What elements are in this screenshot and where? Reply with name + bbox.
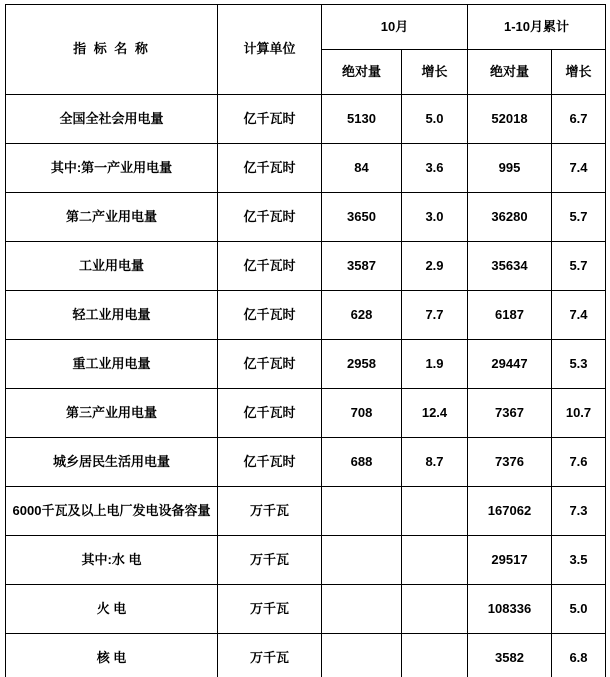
row-unit: 亿千瓦时	[218, 389, 322, 438]
table-row	[6, 389, 606, 438]
table-row	[6, 487, 606, 536]
row-month-growth: 2.9	[402, 242, 468, 291]
row-month-absolute: 3587	[322, 242, 402, 291]
row-cumulative-absolute: 29517	[468, 536, 552, 585]
row-cumulative-growth: 3.5	[552, 536, 606, 585]
row-cumulative-growth: 5.7	[552, 193, 606, 242]
table-row	[6, 291, 606, 340]
column-header-cumulative-growth: 增长	[552, 50, 606, 95]
row-month-growth	[402, 487, 468, 536]
row-unit: 亿千瓦时	[218, 95, 322, 144]
row-cumulative-growth: 10.7	[552, 389, 606, 438]
row-cumulative-growth: 7.4	[552, 291, 606, 340]
row-cumulative-absolute: 6187	[468, 291, 552, 340]
column-header-month-growth: 增长	[402, 50, 468, 95]
row-cumulative-growth: 5.0	[552, 585, 606, 634]
row-unit: 亿千瓦时	[218, 193, 322, 242]
row-cumulative-growth: 6.7	[552, 95, 606, 144]
row-month-growth: 8.7	[402, 438, 468, 487]
row-cumulative-growth: 7.3	[552, 487, 606, 536]
row-month-absolute: 5130	[322, 95, 402, 144]
table-row	[6, 585, 606, 634]
table-row	[6, 242, 606, 291]
row-indicator-name: 工业用电量	[6, 242, 218, 291]
row-month-growth: 3.6	[402, 144, 468, 193]
table-row	[6, 95, 606, 144]
row-indicator-name: 轻工业用电量	[6, 291, 218, 340]
row-indicator-name: 核 电	[6, 634, 218, 677]
row-cumulative-absolute: 3582	[468, 634, 552, 677]
row-month-growth	[402, 634, 468, 677]
row-unit: 亿千瓦时	[218, 242, 322, 291]
row-unit: 亿千瓦时	[218, 438, 322, 487]
row-cumulative-growth: 7.6	[552, 438, 606, 487]
row-indicator-name: 城乡居民生活用电量	[6, 438, 218, 487]
column-header-month: 10月	[322, 5, 468, 50]
row-cumulative-absolute: 108336	[468, 585, 552, 634]
row-month-growth: 3.0	[402, 193, 468, 242]
row-month-absolute: 84	[322, 144, 402, 193]
row-month-absolute	[322, 487, 402, 536]
table-row	[6, 340, 606, 389]
row-month-absolute: 708	[322, 389, 402, 438]
row-cumulative-absolute: 29447	[468, 340, 552, 389]
row-month-growth: 1.9	[402, 340, 468, 389]
row-unit: 万千瓦	[218, 487, 322, 536]
row-indicator-name: 其中:第一产业用电量	[6, 144, 218, 193]
table-header-row-1	[6, 5, 606, 50]
row-cumulative-absolute: 7376	[468, 438, 552, 487]
row-cumulative-growth: 5.3	[552, 340, 606, 389]
row-indicator-name: 其中:水 电	[6, 536, 218, 585]
row-indicator-name: 全国全社会用电量	[6, 95, 218, 144]
row-month-growth: 12.4	[402, 389, 468, 438]
row-cumulative-growth: 7.4	[552, 144, 606, 193]
row-indicator-name: 第三产业用电量	[6, 389, 218, 438]
table-row	[6, 193, 606, 242]
table-body	[6, 95, 606, 677]
column-header-cumulative: 1-10月累计	[468, 5, 606, 50]
row-indicator-name: 第二产业用电量	[6, 193, 218, 242]
row-unit: 亿千瓦时	[218, 291, 322, 340]
table-header	[6, 5, 606, 95]
row-cumulative-absolute: 167062	[468, 487, 552, 536]
table-row	[6, 536, 606, 585]
row-cumulative-absolute: 35634	[468, 242, 552, 291]
row-unit: 亿千瓦时	[218, 144, 322, 193]
row-unit: 万千瓦	[218, 585, 322, 634]
column-header-month-absolute: 绝对量	[322, 50, 402, 95]
row-month-growth: 7.7	[402, 291, 468, 340]
column-header-unit: 计算单位	[218, 5, 322, 95]
statistics-table	[5, 4, 606, 677]
table-row	[6, 438, 606, 487]
row-cumulative-growth: 6.8	[552, 634, 606, 677]
row-cumulative-absolute: 7367	[468, 389, 552, 438]
row-unit: 万千瓦	[218, 634, 322, 677]
row-cumulative-growth: 5.7	[552, 242, 606, 291]
table-row	[6, 634, 606, 677]
row-indicator-name: 重工业用电量	[6, 340, 218, 389]
row-cumulative-absolute: 995	[468, 144, 552, 193]
row-unit: 亿千瓦时	[218, 340, 322, 389]
row-indicator-name: 6000千瓦及以上电厂发电设备容量	[6, 487, 218, 536]
row-cumulative-absolute: 36280	[468, 193, 552, 242]
row-month-absolute: 688	[322, 438, 402, 487]
table-row	[6, 144, 606, 193]
row-cumulative-absolute: 52018	[468, 95, 552, 144]
column-header-indicator: 指 标 名 称	[6, 5, 218, 95]
row-month-absolute: 2958	[322, 340, 402, 389]
row-unit: 万千瓦	[218, 536, 322, 585]
row-month-absolute: 628	[322, 291, 402, 340]
row-month-growth	[402, 536, 468, 585]
row-indicator-name: 火 电	[6, 585, 218, 634]
row-month-absolute	[322, 536, 402, 585]
row-month-absolute: 3650	[322, 193, 402, 242]
row-month-growth	[402, 585, 468, 634]
row-month-growth: 5.0	[402, 95, 468, 144]
column-header-cumulative-absolute: 绝对量	[468, 50, 552, 95]
row-month-absolute	[322, 634, 402, 677]
row-month-absolute	[322, 585, 402, 634]
